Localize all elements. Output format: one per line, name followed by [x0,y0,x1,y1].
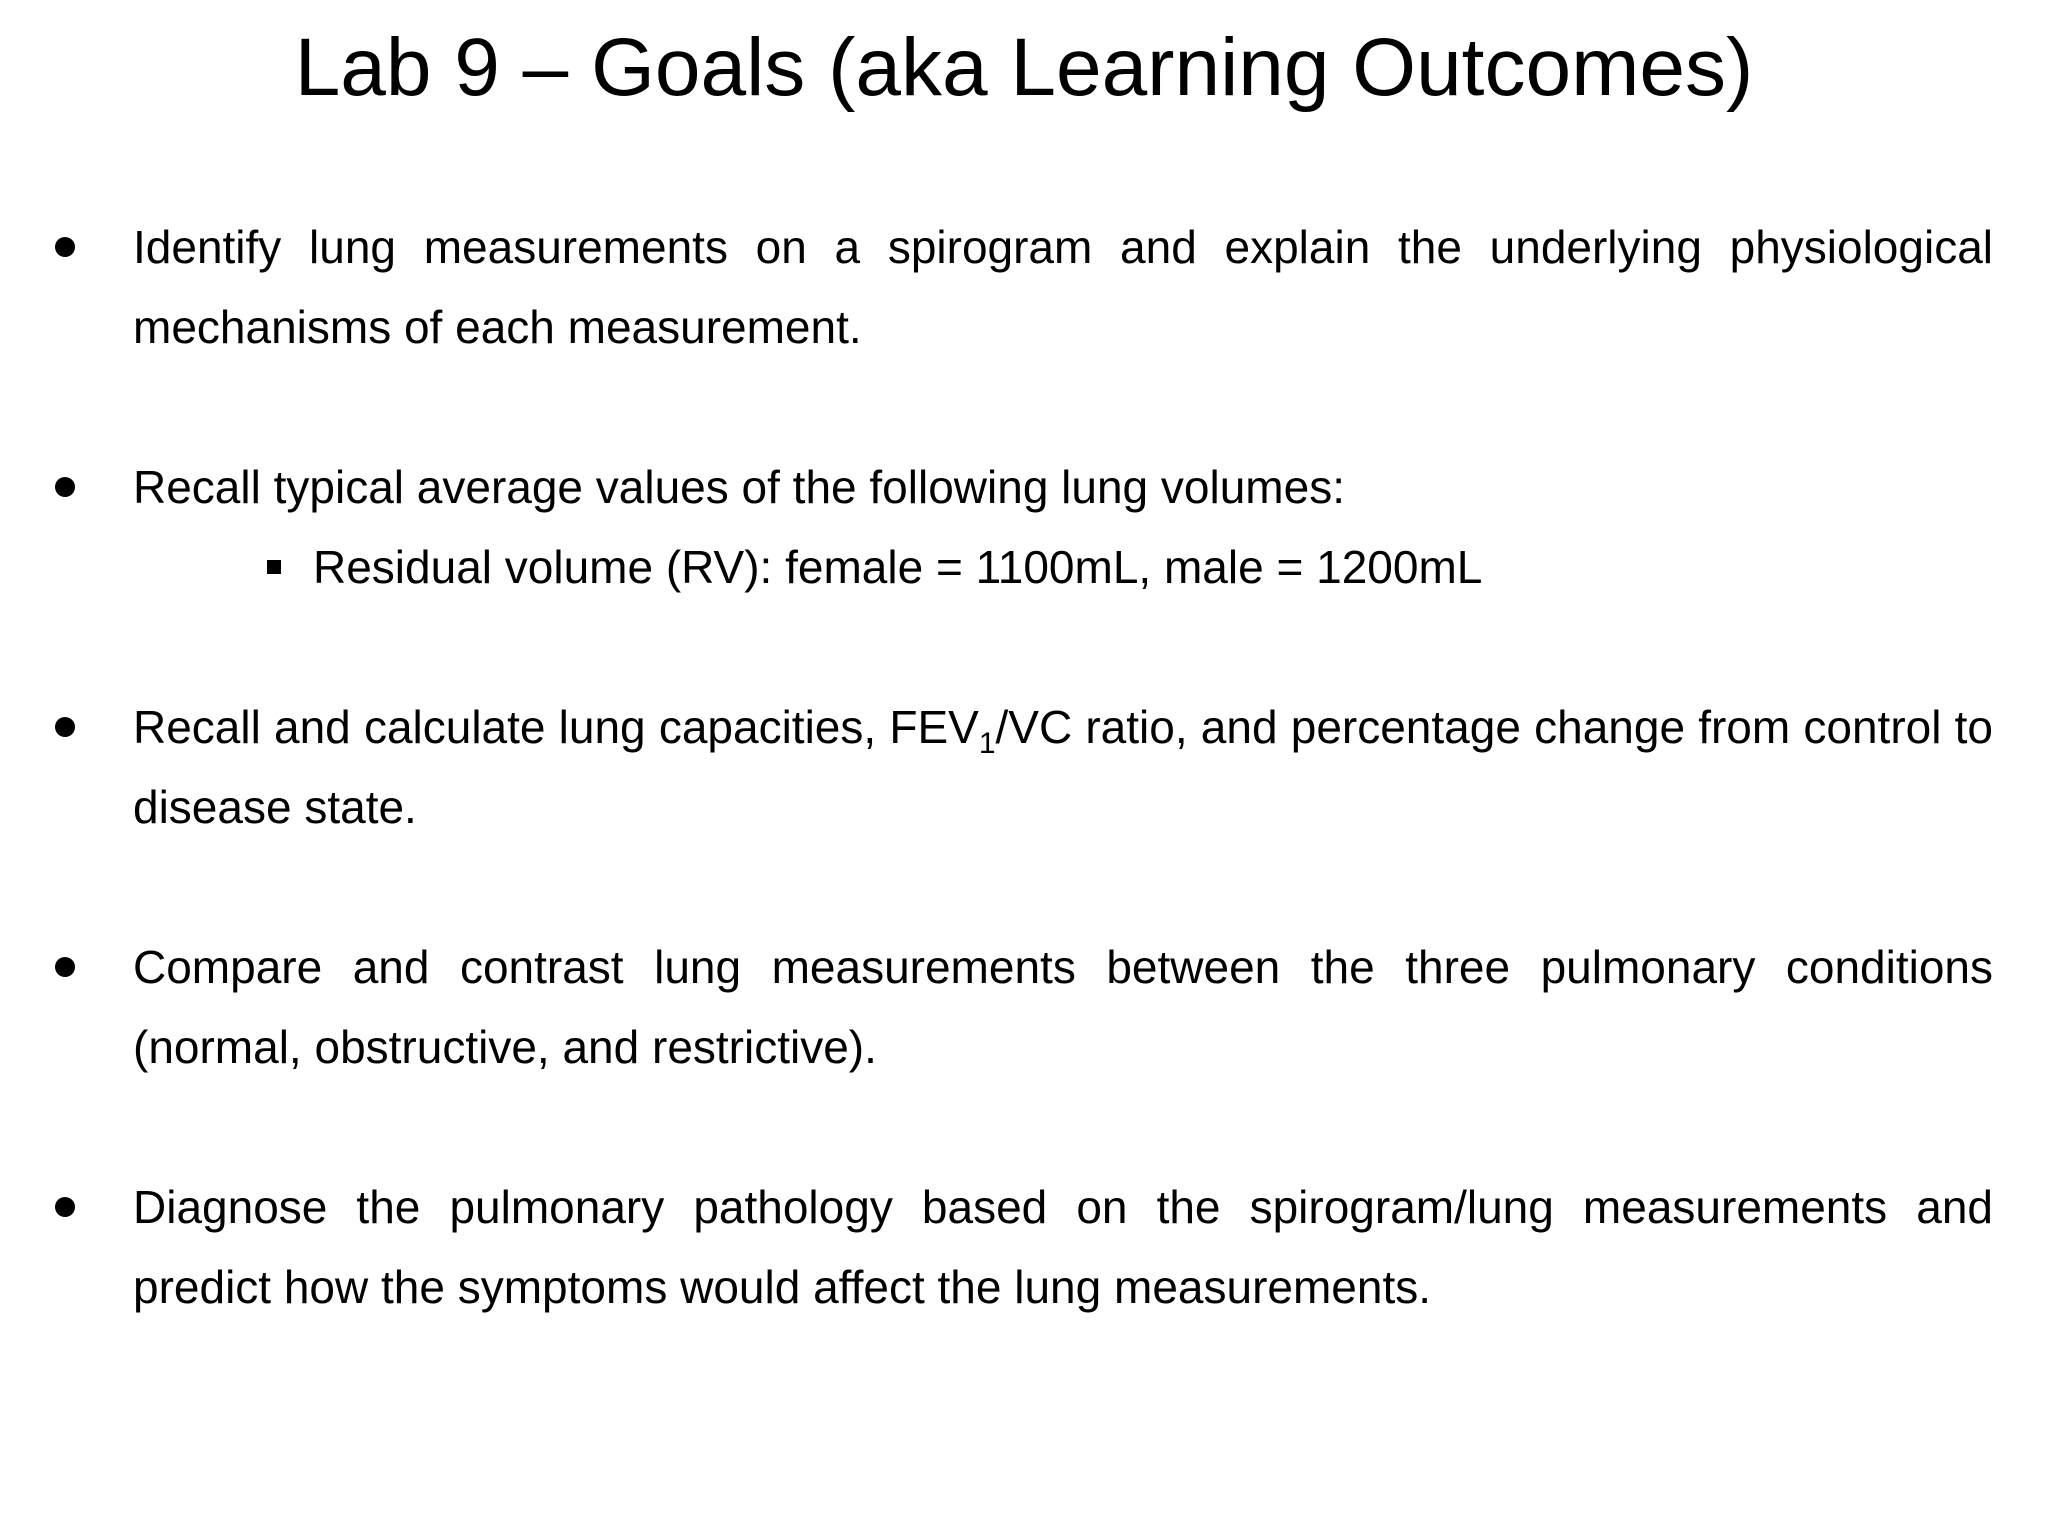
square-bullet-icon [267,560,281,574]
goal-text-5: Diagnose the pulmonary pathology based on the spirogram/lung measurements and predict how the symptoms would affect the lung measurements. [133,1181,1993,1313]
bullet-dot-icon [55,237,75,257]
bullet-dot-icon [55,477,75,497]
goal-text-4: Compare and contrast lung measurements between the three pulmonary conditions (normal, obstructive, and restrictive). [133,941,1993,1073]
goal-text-3-part-1: Recall and calculate lung capacities, FEV [133,701,979,753]
bullet-dot-icon [55,957,75,977]
goal-text-3-part-2: /VC ratio, and percentage change from control to disease state. [133,701,1993,833]
goal-subitem-text: Residual volume (RV): female = 1100mL, male = 1200mL [313,541,1483,593]
bullet-dot-icon [55,1197,75,1217]
goal-text-2: Recall typical average values of the following lung volumes: [133,461,1345,513]
bullet-dot-icon [55,717,75,737]
page-title: Lab 9 – Goals (aka Learning Outcomes) [294,22,1754,113]
goal-text-3 [133,687,1993,847]
fev-subscript: 1 [978,727,996,760]
goal-text-1: Identify lung measurements on a spirogram and explain the underlying physiological mechanisms of each measurement. [133,221,1993,353]
